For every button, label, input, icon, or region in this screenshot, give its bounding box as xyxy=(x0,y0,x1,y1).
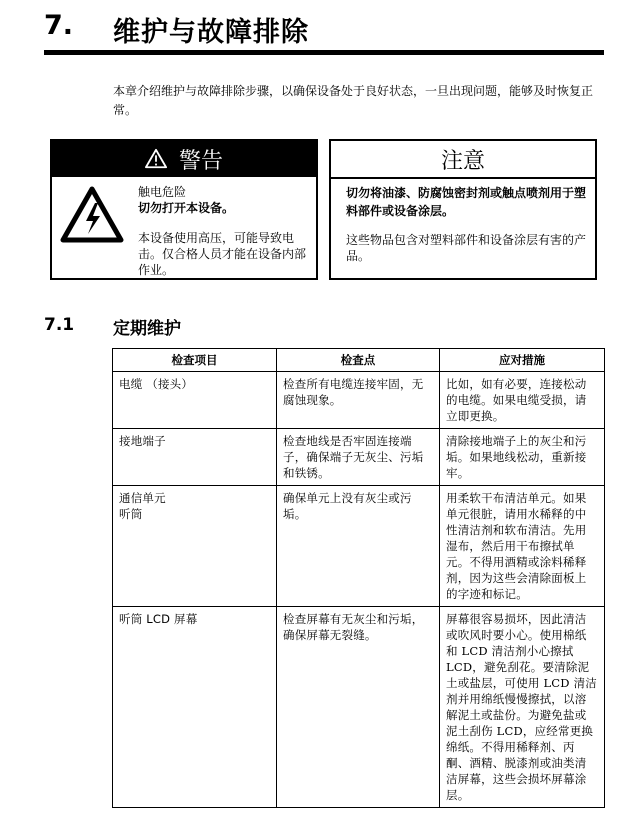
section-number: 7.1 xyxy=(44,315,75,335)
table-row xyxy=(113,486,605,607)
cell-check: 检查屏幕有无灰尘和污垢，确保屏幕无裂缝。 xyxy=(277,607,440,808)
cell-check: 确保单元上没有灰尘或污垢。 xyxy=(277,486,440,607)
warning-title: 警告 xyxy=(178,148,223,174)
notice-title: 注意 xyxy=(440,148,485,174)
section-title: 定期维护 xyxy=(113,319,181,339)
cell-item xyxy=(113,372,277,429)
warning-header xyxy=(52,141,316,177)
item-label: 听筒 xyxy=(119,507,143,521)
table-header-row xyxy=(113,349,605,372)
warning-triangle-icon xyxy=(145,148,167,170)
table-row xyxy=(113,429,605,486)
chapter-title: 维护与故障排除 xyxy=(113,17,309,48)
item-label: 听筒 LCD 屏幕 xyxy=(119,612,198,626)
warning-box xyxy=(50,139,318,280)
notice-box xyxy=(329,139,597,280)
warning-subheading: 切勿打开本设备。 xyxy=(138,201,235,215)
cell-item xyxy=(113,486,277,607)
intro-paragraph: 本章介绍维护与故障排除步骤，以确保设备处于良好状态，一旦出现问题，能够及时恢复正常。 xyxy=(113,84,594,117)
chapter-rule xyxy=(44,50,604,55)
item-label: 接地端子 xyxy=(119,434,166,448)
notice-main-text: 切勿将油漆、防腐蚀密封剂或触点喷剂用于塑料部件或设备涂层。 xyxy=(346,186,587,218)
cell-check: 检查所有电缆连接牢固，无腐蚀现象。 xyxy=(277,372,440,429)
cell-item xyxy=(113,429,277,486)
cell-item xyxy=(113,607,277,808)
notice-subtext: 这些物品包含对塑料部件和设备涂层有害的产品。 xyxy=(346,233,587,263)
warning-heading: 触电危险 xyxy=(138,185,187,199)
cell-action: 用柔软干布清洁单元。如果单元很脏，请用水稀释的中性清洁剂和软布清洁。先用湿布，然后用干布擦拭单元。不得用酒精或涂料稀释剂，因为这些会清除面板上的字迹和标记。 xyxy=(440,486,605,607)
header-item: 检查项目 xyxy=(113,349,277,372)
table-row xyxy=(113,372,605,429)
notice-text xyxy=(346,184,590,264)
header-check-point: 检查点 xyxy=(277,349,440,372)
cell-check: 检查地线是否牢固连接端子，确保端子无灰尘、污垢和铁锈。 xyxy=(277,429,440,486)
chapter-number: 7. xyxy=(44,10,74,41)
item-label: 电缆 （接头） xyxy=(119,377,194,391)
cell-action: 比如，如有必要，连接松动的电缆。如果电缆受损，请立即更换。 xyxy=(440,372,605,429)
warning-description: 本设备使用高压，可能导致电击。仅合格人员才能在设备内部作业。 xyxy=(138,231,307,277)
maintenance-table xyxy=(112,348,605,808)
header-action: 应对措施 xyxy=(440,349,605,372)
table-row xyxy=(113,607,605,808)
warning-text xyxy=(138,184,314,278)
item-label: 通信单元 xyxy=(119,491,166,505)
cell-action: 屏幕很容易损坏，因此清洁或吹风时要小心。使用棉纸和 LCD 清洁剂小心擦拭 LCD，避免刮花。要清除泥土或盐层，可使用 LCD 清洁剂并用绵纸慢慢擦拭，以溶解泥土或盐份。为避免盐或泥土刮伤 LCD，应经常更换绵纸。不得用稀释剂、丙酮、酒精、脱漆剂或油类清洁屏幕，这些会损坏屏幕涂层。 xyxy=(440,607,605,808)
notice-header xyxy=(331,141,595,179)
cell-action: 清除接地端子上的灰尘和污垢。如果地线松动，重新接牢。 xyxy=(440,429,605,486)
electric-hazard-icon xyxy=(60,186,124,244)
